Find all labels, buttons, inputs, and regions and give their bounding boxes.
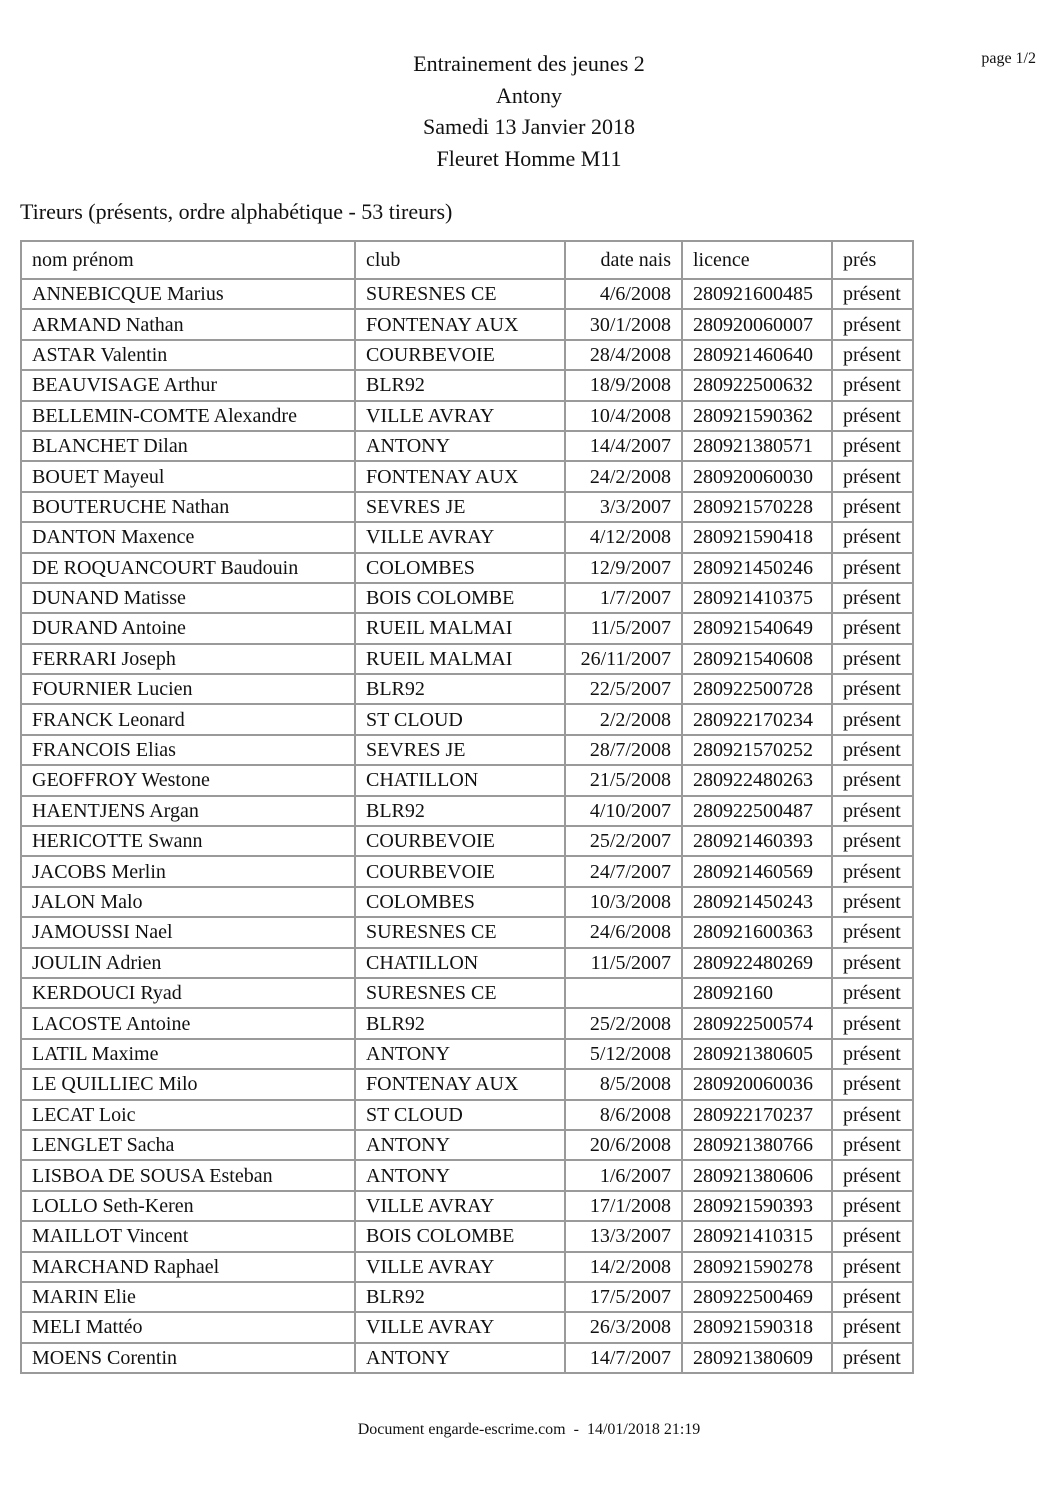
cell-club: CHATILLON — [355, 948, 565, 978]
cell-birthdate: 14/4/2007 — [565, 431, 682, 461]
cell-birthdate: 22/5/2007 — [565, 674, 682, 704]
cell-presence: présent — [832, 309, 913, 339]
cell-presence: présent — [832, 887, 913, 917]
cell-name: FERRARI Joseph — [21, 644, 355, 674]
cell-licence: 280921380605 — [682, 1039, 832, 1069]
cell-presence: présent — [832, 978, 913, 1008]
table-header-row — [21, 241, 913, 279]
cell-name: MARIN Elie — [21, 1282, 355, 1312]
cell-birthdate: 5/12/2008 — [565, 1039, 682, 1069]
column-header-birthdate: date nais — [565, 241, 682, 279]
cell-licence: 280922480263 — [682, 765, 832, 795]
cell-presence: présent — [832, 796, 913, 826]
table-row — [21, 704, 913, 734]
event-category: Fleuret Homme M11 — [436, 145, 622, 171]
cell-name: MAILLOT Vincent — [21, 1221, 355, 1251]
table-row — [21, 553, 913, 583]
cell-club: BOIS COLOMBE — [355, 1221, 565, 1251]
cell-licence: 280921460640 — [682, 340, 832, 370]
column-header-name: nom prénom — [21, 241, 355, 279]
table-row — [21, 1343, 913, 1373]
cell-presence: présent — [832, 765, 913, 795]
cell-birthdate: 18/9/2008 — [565, 370, 682, 400]
cell-presence: présent — [832, 401, 913, 431]
event-location: Antony — [496, 82, 562, 108]
table-row — [21, 917, 913, 947]
column-header-club: club — [355, 241, 565, 279]
cell-club: SEVRES JE — [355, 735, 565, 765]
cell-birthdate: 14/7/2007 — [565, 1343, 682, 1373]
table-row — [21, 340, 913, 370]
table-row — [21, 1282, 913, 1312]
cell-club: FONTENAY AUX — [355, 1069, 565, 1099]
cell-birthdate: 10/4/2008 — [565, 401, 682, 431]
table-row — [21, 1100, 913, 1130]
cell-birthdate: 4/6/2008 — [565, 279, 682, 309]
cell-club: SURESNES CE — [355, 978, 565, 1008]
column-header-presence: prés — [832, 241, 913, 279]
cell-name: LECAT Loic — [21, 1100, 355, 1130]
table-row — [21, 948, 913, 978]
cell-licence: 280921600485 — [682, 279, 832, 309]
cell-birthdate: 13/3/2007 — [565, 1221, 682, 1251]
table-row — [21, 613, 913, 643]
cell-name: BELLEMIN-COMTE Alexandre — [21, 401, 355, 431]
table-row — [21, 644, 913, 674]
cell-club: CHATILLON — [355, 765, 565, 795]
cell-club: COURBEVOIE — [355, 340, 565, 370]
table-row — [21, 1069, 913, 1099]
cell-club: BLR92 — [355, 370, 565, 400]
table-row — [21, 735, 913, 765]
cell-name: DUNAND Matisse — [21, 583, 355, 613]
cell-birthdate: 4/10/2007 — [565, 796, 682, 826]
cell-presence: présent — [832, 370, 913, 400]
cell-birthdate: 8/6/2008 — [565, 1100, 682, 1130]
cell-licence: 280921540649 — [682, 613, 832, 643]
cell-birthdate: 17/5/2007 — [565, 1282, 682, 1312]
cell-club: VILLE AVRAY — [355, 1252, 565, 1282]
cell-presence: présent — [832, 1282, 913, 1312]
cell-licence: 280921570228 — [682, 492, 832, 522]
cell-presence: présent — [832, 553, 913, 583]
cell-name: MOENS Corentin — [21, 1343, 355, 1373]
cell-presence: présent — [832, 1069, 913, 1099]
table-row — [21, 1039, 913, 1069]
table-row — [21, 401, 913, 431]
cell-presence: présent — [832, 613, 913, 643]
cell-birthdate: 20/6/2008 — [565, 1130, 682, 1160]
cell-club: RUEIL MALMAI — [355, 613, 565, 643]
cell-club: VILLE AVRAY — [355, 1191, 565, 1221]
table-row — [21, 522, 913, 552]
page-number: page 1/2 — [981, 50, 1036, 67]
cell-name: FOURNIER Lucien — [21, 674, 355, 704]
cell-club: SEVRES JE — [355, 492, 565, 522]
cell-licence: 280921380609 — [682, 1343, 832, 1373]
cell-presence: présent — [832, 583, 913, 613]
table-row — [21, 856, 913, 886]
table-body — [21, 279, 913, 1373]
cell-club: COLOMBES — [355, 553, 565, 583]
cell-birthdate: 21/5/2008 — [565, 765, 682, 795]
cell-name: BOUET Mayeul — [21, 461, 355, 491]
table-row — [21, 1252, 913, 1282]
cell-licence: 28092160 — [682, 978, 832, 1008]
cell-birthdate: 25/2/2008 — [565, 1008, 682, 1038]
cell-club: ANTONY — [355, 1160, 565, 1190]
table-row — [21, 978, 913, 1008]
cell-name: BEAUVISAGE Arthur — [21, 370, 355, 400]
cell-name: BOUTERUCHE Nathan — [21, 492, 355, 522]
cell-licence: 280922500574 — [682, 1008, 832, 1038]
cell-name: MARCHAND Raphael — [21, 1252, 355, 1282]
cell-presence: présent — [832, 704, 913, 734]
cell-birthdate: 4/12/2008 — [565, 522, 682, 552]
cell-birthdate: 30/1/2008 — [565, 309, 682, 339]
cell-birthdate: 26/3/2008 — [565, 1312, 682, 1342]
table-row — [21, 765, 913, 795]
cell-presence: présent — [832, 1100, 913, 1130]
cell-birthdate: 28/4/2008 — [565, 340, 682, 370]
cell-club: ANTONY — [355, 1130, 565, 1160]
cell-licence: 280922500487 — [682, 796, 832, 826]
cell-licence: 280921380571 — [682, 431, 832, 461]
cell-presence: présent — [832, 461, 913, 491]
cell-licence: 280921380766 — [682, 1130, 832, 1160]
document-footer: Document engarde-escrime.com - 14/01/2018 21:19 — [357, 1421, 701, 1438]
cell-club: COURBEVOIE — [355, 826, 565, 856]
cell-licence: 280920060036 — [682, 1069, 832, 1099]
table-row — [21, 1221, 913, 1251]
cell-name: LATIL Maxime — [21, 1039, 355, 1069]
cell-name: JAMOUSSI Nael — [21, 917, 355, 947]
cell-presence: présent — [832, 1252, 913, 1282]
cell-birthdate: 10/3/2008 — [565, 887, 682, 917]
cell-licence: 280921600363 — [682, 917, 832, 947]
cell-club: ST CLOUD — [355, 1100, 565, 1130]
cell-name: HERICOTTE Swann — [21, 826, 355, 856]
cell-birthdate: 24/6/2008 — [565, 917, 682, 947]
cell-club: BLR92 — [355, 1008, 565, 1038]
cell-name: LISBOA DE SOUSA Esteban — [21, 1160, 355, 1190]
cell-birthdate: 1/7/2007 — [565, 583, 682, 613]
cell-licence: 280921590362 — [682, 401, 832, 431]
cell-presence: présent — [832, 1008, 913, 1038]
cell-presence: présent — [832, 644, 913, 674]
cell-presence: présent — [832, 948, 913, 978]
cell-licence: 280920060030 — [682, 461, 832, 491]
cell-presence: présent — [832, 917, 913, 947]
cell-name: FRANCOIS Elias — [21, 735, 355, 765]
cell-name: JACOBS Merlin — [21, 856, 355, 886]
cell-presence: présent — [832, 431, 913, 461]
list-subtitle: Tireurs (présents, ordre alphabétique - 53 tireurs) — [20, 199, 453, 224]
cell-club: RUEIL MALMAI — [355, 644, 565, 674]
cell-presence: présent — [832, 340, 913, 370]
cell-name: FRANCK Leonard — [21, 704, 355, 734]
cell-birthdate: 12/9/2007 — [565, 553, 682, 583]
table-row — [21, 309, 913, 339]
cell-name: DURAND Antoine — [21, 613, 355, 643]
cell-birthdate: 25/2/2007 — [565, 826, 682, 856]
cell-presence: présent — [832, 492, 913, 522]
cell-licence: 280922170237 — [682, 1100, 832, 1130]
cell-name: DE ROQUANCOURT Baudouin — [21, 553, 355, 583]
cell-licence: 280922500469 — [682, 1282, 832, 1312]
cell-licence: 280921450246 — [682, 553, 832, 583]
table-row — [21, 887, 913, 917]
event-date: Samedi 13 Janvier 2018 — [422, 114, 636, 139]
cell-name: MELI Mattéo — [21, 1312, 355, 1342]
cell-birthdate: 24/7/2007 — [565, 856, 682, 886]
cell-birthdate: 26/11/2007 — [565, 644, 682, 674]
cell-presence: présent — [832, 522, 913, 552]
table-row — [21, 1160, 913, 1190]
table-row — [21, 1312, 913, 1342]
cell-birthdate: 14/2/2008 — [565, 1252, 682, 1282]
cell-name: KERDOUCI Ryad — [21, 978, 355, 1008]
cell-name: DANTON Maxence — [21, 522, 355, 552]
cell-licence: 280921540608 — [682, 644, 832, 674]
table-row — [21, 492, 913, 522]
cell-club: ST CLOUD — [355, 704, 565, 734]
table-row — [21, 431, 913, 461]
cell-licence: 280921460393 — [682, 826, 832, 856]
cell-club: BLR92 — [355, 1282, 565, 1312]
cell-presence: présent — [832, 279, 913, 309]
cell-name: LE QUILLIEC Milo — [21, 1069, 355, 1099]
cell-licence: 280921590418 — [682, 522, 832, 552]
cell-presence: présent — [832, 826, 913, 856]
cell-club: FONTENAY AUX — [355, 309, 565, 339]
cell-club: VILLE AVRAY — [355, 1312, 565, 1342]
cell-club: ANTONY — [355, 1343, 565, 1373]
cell-club: SURESNES CE — [355, 279, 565, 309]
cell-name: LOLLO Seth-Keren — [21, 1191, 355, 1221]
cell-name: GEOFFROY Westone — [21, 765, 355, 795]
cell-birthdate: 3/3/2007 — [565, 492, 682, 522]
cell-licence: 280921460569 — [682, 856, 832, 886]
cell-club: ANTONY — [355, 1039, 565, 1069]
cell-licence: 280922500728 — [682, 674, 832, 704]
cell-licence: 280921410375 — [682, 583, 832, 613]
cell-birthdate: 1/6/2007 — [565, 1160, 682, 1190]
cell-name: ARMAND Nathan — [21, 309, 355, 339]
table-row — [21, 461, 913, 491]
cell-name: JOULIN Adrien — [21, 948, 355, 978]
cell-club: SURESNES CE — [355, 917, 565, 947]
cell-licence: 280921450243 — [682, 887, 832, 917]
cell-birthdate: 17/1/2008 — [565, 1191, 682, 1221]
cell-licence: 280921410315 — [682, 1221, 832, 1251]
cell-licence: 280921590393 — [682, 1191, 832, 1221]
cell-club: FONTENAY AUX — [355, 461, 565, 491]
table-row — [21, 796, 913, 826]
cell-licence: 280921570252 — [682, 735, 832, 765]
table-row — [21, 826, 913, 856]
cell-club: COLOMBES — [355, 887, 565, 917]
cell-presence: présent — [832, 1039, 913, 1069]
column-header-licence: licence — [682, 241, 832, 279]
cell-presence: présent — [832, 1160, 913, 1190]
cell-licence: 280921380606 — [682, 1160, 832, 1190]
cell-name: BLANCHET Dilan — [21, 431, 355, 461]
cell-presence: présent — [832, 856, 913, 886]
cell-club: VILLE AVRAY — [355, 522, 565, 552]
table-row — [21, 370, 913, 400]
cell-presence: présent — [832, 1312, 913, 1342]
cell-birthdate: 28/7/2008 — [565, 735, 682, 765]
table-row — [21, 1130, 913, 1160]
cell-presence: présent — [832, 735, 913, 765]
cell-presence: présent — [832, 674, 913, 704]
cell-birthdate — [565, 978, 682, 1008]
cell-birthdate: 24/2/2008 — [565, 461, 682, 491]
cell-club: COURBEVOIE — [355, 856, 565, 886]
cell-presence: présent — [832, 1343, 913, 1373]
cell-club: BLR92 — [355, 674, 565, 704]
fencers-table — [20, 240, 914, 1374]
cell-licence: 280921590318 — [682, 1312, 832, 1342]
cell-licence: 280922480269 — [682, 948, 832, 978]
cell-licence: 280921590278 — [682, 1252, 832, 1282]
cell-licence: 280920060007 — [682, 309, 832, 339]
table-row — [21, 1008, 913, 1038]
cell-name: ANNEBICQUE Marius — [21, 279, 355, 309]
cell-birthdate: 8/5/2008 — [565, 1069, 682, 1099]
cell-name: LENGLET Sacha — [21, 1130, 355, 1160]
cell-birthdate: 11/5/2007 — [565, 948, 682, 978]
cell-name: JALON Malo — [21, 887, 355, 917]
event-title: Entrainement des jeunes 2 — [413, 51, 645, 76]
cell-birthdate: 2/2/2008 — [565, 704, 682, 734]
cell-name: HAENTJENS Argan — [21, 796, 355, 826]
cell-club: VILLE AVRAY — [355, 401, 565, 431]
table-row — [21, 1191, 913, 1221]
cell-presence: présent — [832, 1221, 913, 1251]
table-row — [21, 674, 913, 704]
document-header — [0, 48, 1058, 174]
table-row — [21, 279, 913, 309]
table-row — [21, 583, 913, 613]
cell-birthdate: 11/5/2007 — [565, 613, 682, 643]
cell-club: BLR92 — [355, 796, 565, 826]
cell-name: ASTAR Valentin — [21, 340, 355, 370]
cell-presence: présent — [832, 1130, 913, 1160]
cell-licence: 280922170234 — [682, 704, 832, 734]
cell-club: ANTONY — [355, 431, 565, 461]
cell-presence: présent — [832, 1191, 913, 1221]
cell-name: LACOSTE Antoine — [21, 1008, 355, 1038]
cell-licence: 280922500632 — [682, 370, 832, 400]
cell-club: BOIS COLOMBE — [355, 583, 565, 613]
